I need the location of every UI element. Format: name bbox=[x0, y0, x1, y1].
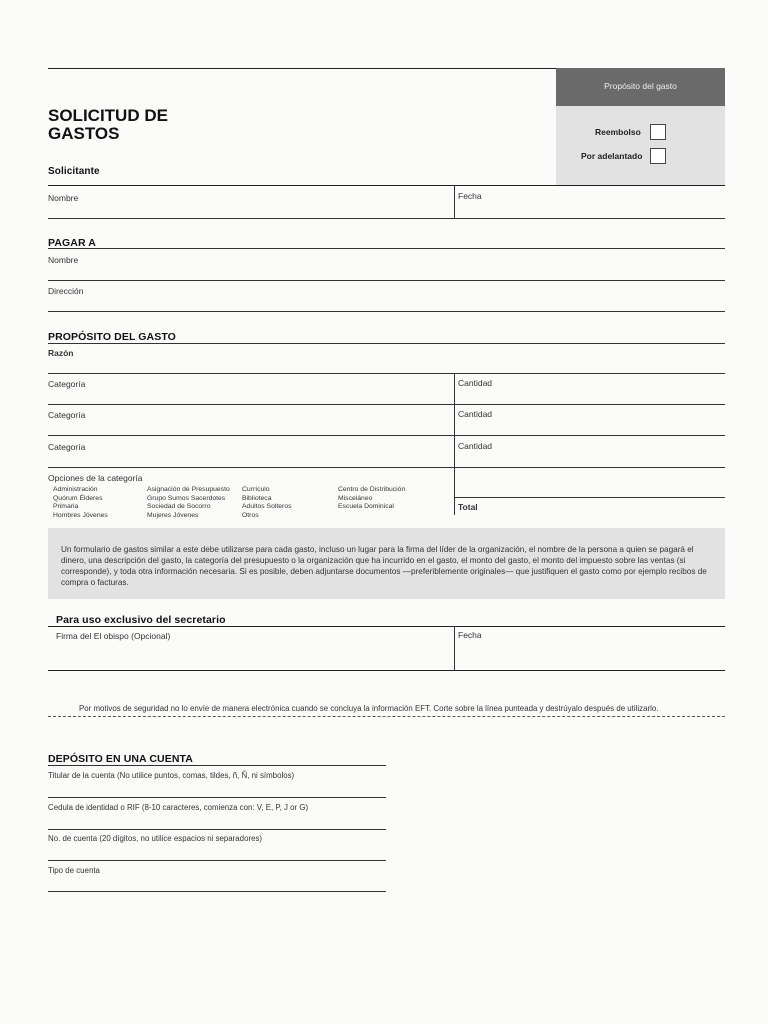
pay-to-name-label: Nombre bbox=[48, 255, 79, 265]
pay-to-name-rule bbox=[48, 280, 725, 281]
applicant-date-field[interactable] bbox=[456, 203, 724, 217]
category-field-1[interactable] bbox=[48, 389, 452, 403]
pay-to-address-field[interactable] bbox=[48, 296, 725, 310]
option-item: Hombres Jóvenes bbox=[53, 512, 108, 520]
applicant-name-label: Nombre bbox=[48, 193, 79, 203]
options-col-2 bbox=[147, 486, 230, 521]
amount-field-3[interactable] bbox=[456, 452, 724, 466]
account-type-rule bbox=[48, 891, 386, 892]
option-item: Biblioteca bbox=[242, 494, 272, 502]
bishop-signature-field[interactable] bbox=[56, 643, 450, 667]
amount-field-2[interactable] bbox=[456, 420, 724, 434]
option-item: Primaria bbox=[53, 503, 79, 511]
option-item: Adultos Solteros bbox=[242, 503, 292, 511]
options-col-3 bbox=[242, 486, 292, 521]
account-number-field[interactable] bbox=[48, 845, 386, 859]
option-item: Mujeres Jóvenes bbox=[147, 512, 199, 520]
instructions-text: Un formulario de gastos similar a este debe utilizarse para cada gasto, incluso un lugar para la firma del líder de la organización, el nombre de la persona a quien se pagará el dinero, una descripción del gasto, la categoría del presupuesto o la organización que ha incurrido en el gasto, el monto del gasto, el monto del impuesto sobre las ventas (si corresponde), y toda otra información necesaria. Si es posible, deben adjuntarse documentos —preferiblemente originales— que justifiquen el gasto como por ejemplo recibos de compra o facturas. bbox=[61, 545, 707, 587]
form-title-line2: GASTOS bbox=[48, 124, 120, 143]
option-item: Misceláneo bbox=[338, 494, 373, 502]
secretary-date-label: Fecha bbox=[458, 630, 482, 640]
category-field-3[interactable] bbox=[48, 452, 452, 466]
category-rule-1 bbox=[48, 404, 725, 405]
cut-line bbox=[48, 716, 725, 717]
total-field[interactable] bbox=[490, 499, 724, 513]
secretary-heading: Para uso exclusivo del secretario bbox=[56, 614, 226, 626]
reimbursement-label: Reembolso bbox=[595, 127, 641, 137]
option-item: Centro de Distribución bbox=[338, 486, 406, 493]
category-label-3: Categoría bbox=[48, 442, 86, 452]
applicant-bottom-rule bbox=[48, 218, 725, 219]
options-col-4 bbox=[338, 486, 405, 512]
option-item: Otros bbox=[242, 512, 259, 520]
category-label-1: Categoría bbox=[48, 379, 86, 389]
deposit-rule bbox=[48, 765, 386, 766]
option-item: Quórum Élderes bbox=[53, 494, 103, 502]
pay-to-heading: PAGAR A bbox=[48, 237, 96, 249]
purpose-type-box-title: Propósito del gasto bbox=[604, 81, 677, 91]
option-item: Currículo bbox=[242, 486, 270, 493]
id-number-label: Cedula de identidad o RIF (8-10 caracteres, comienza con: V, E, P, J or G) bbox=[48, 803, 309, 812]
option-item: Escuela Dominical bbox=[338, 503, 394, 511]
account-type-label: Tipo de cuenta bbox=[48, 866, 100, 875]
reason-label: Razón bbox=[48, 348, 74, 358]
pay-to-address-rule bbox=[48, 311, 725, 312]
option-item: Asignación de Presupuesto bbox=[147, 486, 230, 493]
options-col-1 bbox=[53, 486, 108, 521]
applicant-heading: Solicitante bbox=[48, 166, 100, 177]
form-title-line1: SOLICITUD DE bbox=[48, 106, 168, 125]
amount-label-2: Cantidad bbox=[458, 409, 493, 419]
total-label: Total bbox=[458, 502, 478, 512]
account-holder-field[interactable] bbox=[48, 782, 386, 796]
bishop-signature-label: Firma del El obispo (Opcional) bbox=[56, 631, 171, 641]
applicant-divider bbox=[454, 185, 455, 218]
purpose-heading: PROPÓSITO DEL GASTO bbox=[48, 331, 176, 343]
secretary-rule bbox=[48, 626, 725, 627]
option-item: Sociedad de Socorro bbox=[147, 503, 211, 511]
secretary-date-field[interactable] bbox=[456, 643, 724, 667]
option-item: Administración bbox=[53, 486, 98, 493]
account-type-field[interactable] bbox=[48, 876, 386, 890]
option-item: Grupo Sumos Sacerdotes bbox=[147, 494, 226, 502]
security-notice: Por motivos de seguridad no lo envíe de manera electrónica cuando se concluya la información EFT. Corte sobre la línea punteada y destrúyalo después de utilizarlo. bbox=[79, 704, 659, 713]
applicant-name-field[interactable] bbox=[48, 203, 452, 217]
category-field-2[interactable] bbox=[48, 420, 452, 434]
id-number-field[interactable] bbox=[48, 814, 386, 828]
pay-to-rule bbox=[48, 248, 725, 249]
pay-to-address-label: Dirección bbox=[48, 286, 84, 296]
reason-field[interactable] bbox=[48, 358, 725, 372]
category-rule-3 bbox=[48, 467, 725, 468]
advance-label: Por adelantado bbox=[581, 151, 643, 161]
total-top-rule bbox=[454, 497, 725, 498]
amount-column-divider bbox=[454, 373, 455, 515]
id-number-rule bbox=[48, 829, 386, 830]
amount-label-1: Cantidad bbox=[458, 378, 493, 388]
account-holder-rule bbox=[48, 797, 386, 798]
category-options-label: Opciones de la categoría bbox=[48, 473, 143, 483]
category-label-2: Categoría bbox=[48, 410, 86, 420]
amount-label-3: Cantidad bbox=[458, 441, 493, 451]
secretary-bottom-rule bbox=[48, 670, 725, 671]
applicant-date-label: Fecha bbox=[458, 191, 482, 201]
category-rule-2 bbox=[48, 435, 725, 436]
secretary-divider bbox=[454, 626, 455, 670]
amount-field-1[interactable] bbox=[456, 389, 724, 403]
applicant-top-rule bbox=[48, 185, 725, 186]
deposit-heading: DEPÓSITO EN UNA CUENTA bbox=[48, 753, 193, 765]
advance-checkbox[interactable] bbox=[650, 148, 666, 164]
account-holder-label: Titular de la cuenta (No utilice puntos, comas, tildes, ñ, Ñ, ni símbolos) bbox=[48, 771, 295, 780]
purpose-rule bbox=[48, 343, 725, 344]
account-number-label: No. de cuenta (20 dígitos, no utilice espacios ni separadores) bbox=[48, 834, 263, 843]
pay-to-name-field[interactable] bbox=[48, 265, 725, 279]
account-number-rule bbox=[48, 860, 386, 861]
reimbursement-checkbox[interactable] bbox=[650, 124, 666, 140]
reason-rule bbox=[48, 373, 725, 374]
